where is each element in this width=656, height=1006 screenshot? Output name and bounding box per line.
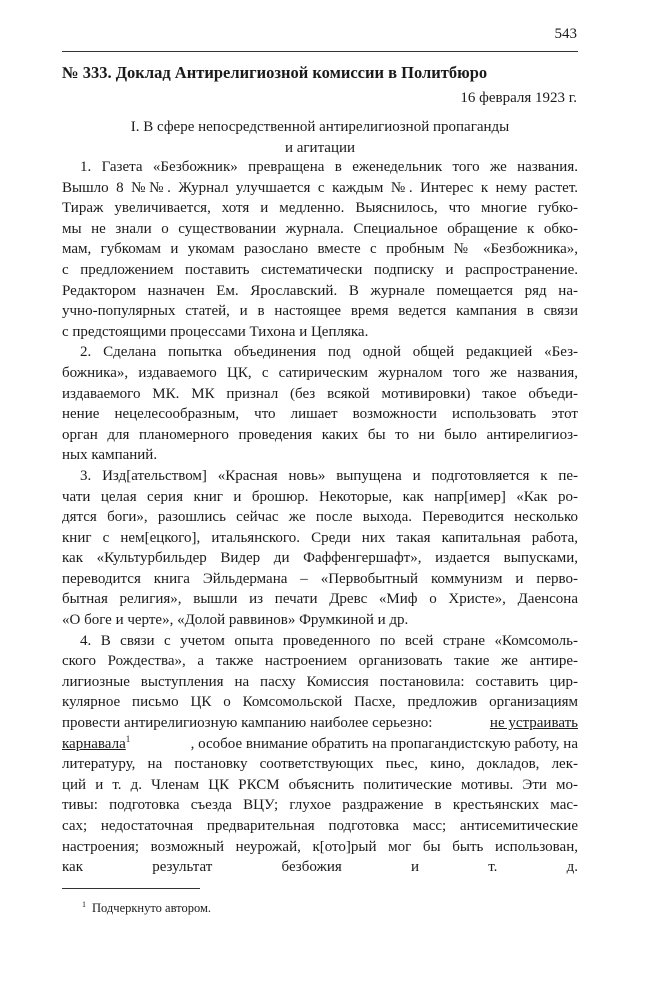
paragraph-line: Тираж увеличивается, хотя и медленно. Выяснилось, что многие губко-	[62, 200, 578, 217]
paragraph-line: кулярное письмо ЦК о Комсомольской Пасхе, предложив организациям	[62, 694, 578, 711]
header-rule	[62, 51, 578, 52]
paragraph-line: учно-популярных статей, и в настоящее время ведется кампания в связи	[62, 303, 578, 320]
paragraph-line: с предложением поставить систематически подписку и распространение.	[62, 261, 578, 278]
paragraph-line: ского Рождества», а также настроением организовать такие же антире-	[62, 653, 578, 670]
paragraph-line: мам, губкомам и укомам разослано вместе с пробным № «Безбожника»,	[62, 241, 578, 258]
paragraph-line: дятся боги», разошлись сейчас же после выхода. Переводится несколько	[62, 509, 578, 526]
underlined-text: не устраивать	[489, 715, 578, 732]
underlined-text: карнавала	[62, 735, 126, 752]
paragraph-line: 3. Изд[ательством] «Красная новь» выпущена и подготовляется к пе-	[80, 467, 578, 484]
paragraph-line: ций и т. д. Членам ЦК РКСМ объяснить политические мотивы. Эти мо-	[62, 776, 578, 793]
document-title: № 333. Доклад Антирелигиозной комиссии в Политбюро	[62, 63, 488, 82]
paragraph-line: переводится книга Эйльдермана – «Первобытный коммунизм и перво-	[62, 570, 578, 587]
section-heading	[62, 117, 578, 158]
paragraph-line: издаваемого МК. МК признал (без всякой мотивировки) такое объеди-	[62, 385, 578, 402]
paragraph-line	[62, 734, 578, 755]
paragraph-line: как «Культурбильдер Видер ди Фаффенгершафт», издается выпусками,	[62, 550, 578, 567]
paragraph-line: божника», издаваемого ЦК, с сатирическим журналом того же названия,	[62, 364, 578, 381]
page-number: 543	[554, 26, 577, 42]
paragraph-line: 2. Сделана попытка объединения под одной общей редакцией «Без-	[80, 344, 578, 361]
paragraph-line: бытная религия», вышли из печати Древс «Миф о Христе», Даенсона	[62, 591, 578, 608]
paragraph-line: Вышло 8 №№. Журнал улучшается с каждым №. Интерес к нему растет.	[62, 179, 578, 196]
footnote-marker: 1	[82, 899, 86, 909]
document-date: 16 февраля 1923 г.	[460, 90, 577, 106]
paragraph-line: литературу, на постановку соответствующих пьес, кино, докладов, лек-	[62, 756, 578, 773]
paragraph-line: 4. В связи с учетом опыта проведенного по всей стране «Комсомоль-	[80, 632, 578, 649]
paragraph-line: Редактором назначен Ем. Ярославский. В журнале помещается ряд на-	[62, 282, 578, 299]
section-heading-line: и агитации	[284, 139, 356, 156]
paragraph-line: 1. Газета «Безбожник» превращена в еженедельник того же названия.	[80, 159, 578, 175]
paragraph-line: с предстоящими процессами Тихона и Цепляка.	[62, 323, 369, 340]
paragraph-line: чати целая серия книг и брошюр. Некоторые, как напр[имер] «Как ро-	[62, 488, 578, 505]
paragraph-line: лигиозные выступления на пасху Комиссия постановила: составить цир-	[62, 673, 578, 690]
paragraph-line: тивы: подготовка съезда ВЦУ; глухое раздражение в крестьянских мас-	[62, 797, 578, 814]
footnote	[82, 901, 211, 916]
line-text: , особое внимание обратить на пропагандистскую работу, на	[190, 735, 578, 752]
paragraph-line	[62, 713, 578, 734]
paragraph-line: ных кампаний.	[62, 447, 158, 464]
paragraph-line: нение нецелесообразным, что лишает возможности использовать этот	[62, 406, 578, 423]
paragraph-line: как результат безбожия и т. д.	[62, 859, 578, 876]
footnote-rule	[62, 888, 200, 889]
footnote-ref: 1	[125, 733, 131, 744]
section-heading-line: I. В сфере непосредственной антирелигиозной пропаганды	[130, 119, 510, 135]
line-text: провести антирелигиозную кампанию наиболее серьезно:	[62, 715, 433, 732]
paragraph-line: орган для планомерного проведения каких бы то ни было антирелигиоз-	[62, 426, 578, 443]
document-body	[62, 157, 578, 878]
footnote-text: Подчеркнуто автором.	[92, 901, 212, 915]
paragraph-line: сах; недостаточная предварительная подготовка масс; антисемитические	[62, 818, 578, 834]
paragraph-line: «О боге и черте», «Долой раввинов» Фрумкиной и др.	[62, 612, 409, 629]
paragraph-line: мы не знали о существовании журнала. Специальное обращение к обко-	[62, 220, 578, 237]
paragraph-line: настроения; возможный неурожай, к[ото]рый мог бы быть использован,	[62, 838, 578, 855]
paragraph-line: книг с нем[ецкого], итальянского. Среди них такая капитальная работа,	[62, 529, 578, 546]
